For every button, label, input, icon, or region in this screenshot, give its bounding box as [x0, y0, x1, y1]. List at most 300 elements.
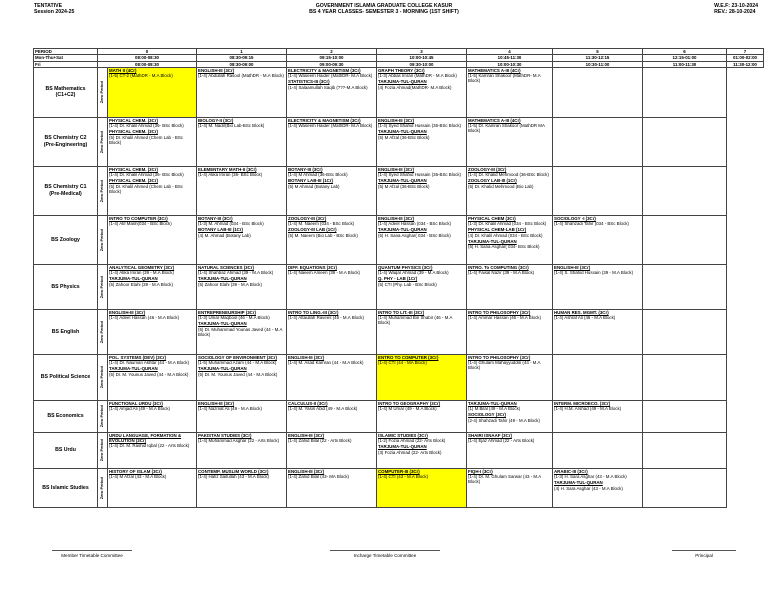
course-title: ENTREPRENEURSHIP (3Cr): [198, 309, 256, 315]
course-title: ENGLISH-III (3Cr): [288, 432, 325, 438]
period-header-cell: 1: [197, 49, 287, 55]
period-header-cell: 3: [377, 49, 467, 55]
header-left-line: Session 2024-25: [34, 9, 75, 16]
course-entry: [378, 227, 465, 238]
course-title: TARJUMA-TUL-QURAN: [378, 444, 427, 450]
zero-period-cell: [98, 354, 108, 400]
slot-cell: [643, 354, 727, 400]
course-teacher-room: (5) Dr. Khalid Mehmood (Bio Lab): [468, 183, 534, 189]
course-entry: [288, 167, 375, 178]
course-teacher-room: (1-4) Waseem Haider (MathDR- M.A Block): [288, 73, 373, 79]
course-entry: [554, 480, 641, 491]
course-title: INTRO TO LIT.-III (3Cr): [378, 309, 425, 315]
course-teacher-room: (1-4) M Umar (49 - M.A Block): [378, 406, 437, 412]
course-teacher-room: (1-4) Shahzadi Tahir (034 - BSc Block): [554, 221, 629, 227]
slot-cell: [553, 215, 643, 264]
zero-period-cell: [98, 166, 108, 215]
course-entry: [288, 79, 375, 90]
class-name: BS Political Science: [34, 354, 98, 400]
signature-member: Member Timetable Committee: [52, 550, 132, 558]
course-entry: [378, 68, 465, 79]
course-title: ZOOLOGY-III LAB (1Cr): [288, 227, 337, 233]
course-title: TARJUMA-TUL-QURAN: [198, 276, 247, 282]
slot-cell: [467, 400, 553, 432]
course-entry: [109, 433, 195, 449]
course-title: ZOOLOGY LAB-III (1Cr): [468, 178, 517, 184]
course-entry: [554, 216, 641, 227]
zero-period-label: Zero Period: [99, 228, 104, 251]
course-teacher-room: (1-4) Attaullah Ravees (46 - M.A Block): [288, 315, 364, 321]
course-entry: [109, 310, 195, 321]
course-entry: [554, 401, 641, 412]
course-entry: [198, 366, 285, 377]
slot-cell: [108, 400, 197, 432]
course-teacher-room: (1-4) Waseem Haider (MathDR- M.A Block): [288, 123, 373, 129]
slot-cell: [197, 432, 287, 468]
slot-cell: [553, 67, 643, 117]
course-entry: [468, 239, 551, 250]
course-teacher-room: (1-3) M. Ahmad (034 - BSc Block): [198, 221, 264, 227]
course-title: HISTORY OF ISLAM (3Cr): [109, 468, 162, 474]
slot-cell: [643, 264, 727, 309]
slot-cell: [108, 166, 197, 215]
course-title: SHAIRI ISNAAF (3Cr): [468, 432, 512, 438]
course-title: INTRO TO PHILOSOPHY (3Cr): [468, 354, 531, 360]
course-teacher-room: (3) Fozia Ahmad (22- Arts Block): [378, 449, 442, 455]
period-header-cell: 11:30-12:00: [727, 61, 764, 67]
slot-cell: [108, 215, 197, 264]
course-title: TARJUMA-TUL-QURAN: [378, 129, 427, 135]
course-teacher-room: (1-4) M. Yasin Abid (49 - M.A Block): [288, 406, 358, 412]
course-entry: [554, 310, 641, 321]
course-entry: [198, 118, 285, 129]
class-name: BS Economics: [34, 400, 98, 432]
course-entry: [288, 401, 375, 412]
period-header-cell: 12:15-01:00: [643, 55, 727, 61]
course-entry: [468, 265, 551, 276]
course-title: ENGLISH-III (3Cr): [198, 400, 235, 406]
course-entry: [468, 469, 551, 485]
course-entry: [288, 216, 375, 227]
course-entry: [288, 310, 375, 321]
course-title: STATISTICS-III (3Cr): [288, 79, 330, 85]
slot-cell: [108, 309, 197, 354]
course-teacher-room: (5) CTI (Phy. Lab - BSc Block): [378, 281, 437, 287]
course-entry: [378, 79, 465, 90]
header-center: [0, 3, 768, 15]
slot-cell: [287, 264, 377, 309]
course-teacher-room: (5) M. Naeem (Bio Lab - BSc Block): [288, 232, 358, 238]
course-entry: [468, 68, 551, 84]
slot-cell: [553, 432, 643, 468]
period-header-cell: 09:15-10:00: [287, 55, 377, 61]
header-right: [714, 3, 758, 15]
slot-cell: [108, 354, 197, 400]
course-teacher-room: (1-4) Atika Imran (39 - M.A Block): [109, 270, 174, 276]
course-title: FUNCTIONAL URDU (3Cr): [109, 400, 163, 406]
slot-cell: [287, 215, 377, 264]
course-entry: [378, 216, 465, 227]
course-entry: [288, 355, 375, 366]
course-title: ENTRO TO COMPUTER (3Cr): [378, 354, 439, 360]
signature-incharge: Incharge Timetable Committee: [330, 550, 440, 558]
course-entry: [109, 276, 195, 287]
slot-cell: [467, 354, 553, 400]
course-title: URDU LANGUAGE, FORMATION & EVOLUTION (3Cr): [109, 432, 182, 444]
class-name: BS Urdu: [34, 432, 98, 468]
course-title: TARJUMA-TUL-QURAN: [109, 276, 158, 282]
slot-cell: [377, 215, 467, 264]
class-row: [34, 67, 764, 117]
course-title: ZOOLOGY-III (3Cr): [468, 166, 507, 172]
course-entry: [378, 469, 465, 480]
course-entry: [468, 216, 551, 227]
course-teacher-room: (1-3) Abbas Imran (MathDR - M.A Block): [378, 73, 457, 79]
class-name: BS Islamic Studies: [34, 468, 98, 507]
class-name: BS Physics: [34, 264, 98, 309]
course-entry: [198, 276, 285, 287]
course-teacher-room: (4) H. Sara Asghar (43 - M.A Block): [554, 485, 623, 491]
revision-date: REV.: 28-10-2024: [714, 9, 756, 16]
course-teacher-room: (4) M. Ahmad (Botany Lab): [198, 232, 251, 238]
zero-period-label: Zero Period: [99, 366, 104, 389]
course-teacher-room: (1-4) Faisal Nazir (39 - M.A Block): [468, 270, 535, 276]
slot-cell: [467, 432, 553, 468]
course-entry: [378, 433, 465, 444]
course-teacher-room: (1-2) Fozia Ahmad (22- Arts Block): [378, 438, 446, 444]
course-teacher-room: (1-4) Dr. M. Rashid Iqbal (22 - Arts Block): [109, 443, 190, 449]
course-title: INTRO TO LING.-III (3Cr): [288, 309, 339, 315]
course-teacher-room: (1-4) M Ahmad (36-BSc Block): [288, 172, 348, 178]
zero-period-label: Zero Period: [99, 405, 104, 428]
effective-date: W.E.F: 23-10-2024: [714, 3, 758, 9]
slot-cell: [197, 309, 287, 354]
period-header-cell: 4: [467, 49, 553, 55]
course-title: SOCIOLOGY -I (3Cr): [554, 215, 596, 221]
course-title: BOTANY LAB-III (1Cr): [288, 178, 333, 184]
course-teacher-room: (1-4) Muhammad Asghar (22 - Arts Block): [198, 438, 280, 444]
course-teacher-room: (5) Dr. M. Younus Javed (44 - M.A Block): [109, 371, 189, 377]
zero-period-label: Zero Period: [99, 275, 104, 298]
class-name: BS Chemistry C1 (Pre-Medical): [34, 166, 98, 215]
course-teacher-room: (1-5) Kamran Shakoor (MathDR- M.A Block): [468, 73, 541, 84]
zero-period-label: Zero Period: [99, 439, 104, 462]
class-name: BS Chemistry C2 (Pre-Engineering): [34, 117, 98, 166]
period-header-cell: 6: [643, 49, 727, 55]
slot-cell: [553, 309, 643, 354]
slot-cell: [287, 309, 377, 354]
course-title: ENGLISH-III (3Cr): [378, 215, 415, 221]
period-header-cell: 10:00-10:30: [467, 61, 553, 67]
slot-cell: [197, 264, 287, 309]
course-teacher-room: (1-4) Dr. Khalil Ahmad (36- BSc Block): [109, 172, 184, 178]
slot-cell: [377, 468, 467, 507]
period-header-cell: 08:30-09:15: [197, 55, 287, 61]
course-entry: [468, 355, 551, 371]
zero-period-label: Zero Period: [99, 320, 104, 343]
course-title: FIQH-I (3Cr): [468, 468, 493, 474]
course-teacher-room: (1-5) Dr. Kamran Shakoor (MathDR MA Block): [468, 123, 545, 134]
course-title: GRAPH THEORY (3Cr): [378, 67, 425, 73]
course-entry: [288, 265, 375, 276]
slot-cell: [287, 166, 377, 215]
course-title: MATHEMATICS A-III (4Cr): [468, 67, 521, 73]
course-entry: [198, 216, 285, 227]
course-entry: [288, 469, 375, 480]
slot-cell: [643, 215, 727, 264]
course-teacher-room: (1-4) Ejaz Ahmad (22 - Arts Block): [468, 438, 535, 444]
class-row: [34, 166, 764, 215]
slot-cell: [377, 354, 467, 400]
slot-cell: [553, 468, 643, 507]
slot-cell: [643, 67, 727, 117]
timetable: [33, 48, 764, 508]
course-teacher-room: (5) Dr. Khalil Ahmed (Chem Lab - BSc Block): [109, 183, 183, 195]
course-teacher-room: (1-4) Hafiz Saifullah (43 - M.A Block): [198, 474, 270, 480]
slot-cell: [197, 166, 287, 215]
slot-cell: [643, 309, 727, 354]
course-entry: [468, 227, 551, 238]
course-title: BOTANY-III (3Cr): [288, 166, 323, 172]
course-entry: [109, 401, 195, 412]
class-row: [34, 117, 764, 166]
course-teacher-room: (5) M Afzal (36-BSc Block): [378, 134, 430, 140]
slot-cell: [467, 215, 553, 264]
course-title: ENGLISH-III (3Cr): [288, 468, 325, 474]
zero-period-label: Zero Period: [99, 130, 104, 153]
header-left-line: TENTATIVE: [34, 3, 63, 9]
period-header-cell: 10:45-11:30: [467, 55, 553, 61]
course-entry: [554, 469, 641, 480]
course-entry: [468, 178, 551, 189]
course-teacher-room: (5) Zahoor Elahi (39 - M.A Block): [109, 281, 173, 287]
slot-cell: [287, 354, 377, 400]
course-entry: [109, 355, 195, 366]
period-header-cell: 11:30-12:15: [553, 55, 643, 61]
course-entry: [378, 276, 465, 287]
course-title: BOTANY LAB-III (1Cr): [198, 227, 243, 233]
class-row: [34, 468, 764, 507]
slot-cell: [287, 117, 377, 166]
course-title: TARJUMA-TUL-QURAN: [198, 366, 247, 372]
course-entry: [378, 178, 465, 189]
course-teacher-room: (1-4) Adeel Hassan (46 - M.A Block): [109, 315, 180, 321]
course-title: PHYSICAL CHEM. (3Cr): [109, 117, 158, 123]
course-teacher-room: (1-4) M. Naeem (034 - BSc Block): [288, 221, 355, 227]
course-teacher-room: (1-5) CT-2 (MathDR - M.A Block): [109, 73, 173, 79]
course-entry: [198, 227, 285, 238]
class-row: [34, 264, 764, 309]
course-title: TARJUMA-TUL-QURAN: [468, 239, 517, 245]
program-title: BS 4 YEAR CLASSES- SEMESTER 3 - MORNING (1ST SHIFT): [309, 9, 459, 16]
course-teacher-room: (1-4) Zahid Bilal (22 - Arts Block): [288, 438, 352, 444]
slot-cell: [377, 400, 467, 432]
course-title: PHYSICAL CHEM. (3Cr): [109, 166, 158, 172]
course-entry: [198, 401, 285, 412]
slot-cell: [643, 166, 727, 215]
slot-cell: [287, 67, 377, 117]
class-row: [34, 400, 764, 432]
class-name: BS Zoology: [34, 215, 98, 264]
period-header-cell: 09:00-09:30: [287, 61, 377, 67]
zero-period-cell: [98, 309, 108, 354]
course-teacher-room: (1-4) CTI (44 - MA Block): [378, 360, 427, 366]
course-teacher-room: (5) M Ahmad (Botany Lab): [288, 183, 340, 189]
slot-cell: [643, 468, 727, 507]
course-title: NATURAL SCIENCES (3Cr): [198, 264, 254, 270]
course-title: CALCULUS-II (3Cr): [288, 400, 328, 406]
slot-cell: [467, 166, 553, 215]
course-title: COMPUTER-III (3Cr): [378, 468, 420, 474]
slot-cell: [377, 309, 467, 354]
course-entry: [288, 118, 375, 129]
period-header-cell: 10:30-11:00: [553, 61, 643, 67]
course-title: Q. PHY - LAB (1Cr): [378, 276, 418, 282]
course-teacher-room: (1-4) Dr. Nauman Akhtar (44 - M.A Block): [109, 360, 190, 366]
course-entry: [198, 321, 285, 337]
period-header-label: PERIOD: [34, 49, 98, 55]
course-title: POL. SYSTEMS (DEV) (3Cr): [109, 354, 167, 360]
slot-cell: [643, 400, 727, 432]
period-header-cell: 01:00-02:00: [727, 55, 764, 61]
zero-period-cell: [98, 117, 108, 166]
slot-cell: [467, 67, 553, 117]
course-title: PHYSICAL CHEM. (3Cr): [109, 129, 158, 135]
course-entry: [468, 167, 551, 178]
period-header-cell: 11:00-11:30: [643, 61, 727, 67]
course-entry: [109, 366, 195, 377]
course-entry: [109, 265, 195, 276]
period-header-cell: 08:00-08:30: [98, 61, 197, 67]
slot-cell: [108, 468, 197, 507]
course-teacher-room: (5) Zahoor Elahi (39 - M.A Block): [198, 281, 262, 287]
course-teacher-room: (1-4) Atika Imran (36- BSc Block): [198, 172, 263, 178]
course-title: INTERM. MICROECO. (3Cr): [554, 400, 611, 406]
course-title: ELEMENTARY MATH-II (3Cr): [198, 166, 257, 172]
signature-principal: Principal: [672, 550, 736, 558]
course-teacher-room: (5) M Afzal (36-BSc Block): [378, 183, 430, 189]
class-name: BS Mathematics (C1+C2): [34, 67, 98, 117]
slot-cell: [197, 468, 287, 507]
slot-cell: [553, 354, 643, 400]
course-title: TARJUMA-TUL-QURAN: [468, 400, 517, 406]
period-header-cell: 0: [98, 49, 197, 55]
course-entry: [198, 265, 285, 276]
course-title: INTRO TO GEOGRAPHY (3Cr): [378, 400, 441, 406]
course-teacher-room: (1-3) Umar Maqbool (46 - M.A Block): [198, 315, 270, 321]
course-entry: [109, 129, 195, 145]
course-title: INTRO. To COMPUTING (3Cr): [468, 264, 529, 270]
course-title: MATH II (4Cr): [109, 67, 137, 73]
course-entry: [288, 227, 375, 238]
course-title: CONTEMP. MUSLIM WORLD (3Cr): [198, 468, 269, 474]
course-title: ELECTRICITY & MAGNETISM (3Cr): [288, 117, 361, 123]
course-teacher-room: (5) H. Sana Asghar( 034 - BSc Block): [378, 232, 451, 238]
course-teacher-room: (1-4) Ammar Hassan (46 - M.A Block): [468, 315, 541, 321]
course-entry: [378, 265, 465, 276]
course-title: PAKISTAN STUDIES (3Cr): [198, 432, 252, 438]
course-title: ENGLISH-III (3Cr): [378, 117, 415, 123]
course-teacher-room: (1-4) Ashraf Ali (46 - M.A Block): [554, 315, 616, 321]
course-entry: [109, 178, 195, 194]
slot-cell: [553, 117, 643, 166]
course-teacher-room: (1-4) H.M. Arshad (49 - M.A Block): [554, 406, 622, 412]
course-teacher-room: (1-4) Syed Shahid Hussain (36-BSc Block): [378, 172, 461, 178]
slot-cell: [377, 117, 467, 166]
course-title: TARJUMA-TUL-QURAN: [378, 227, 427, 233]
slot-cell: [197, 215, 287, 264]
course-teacher-room: (1) M.Bilal (49 - M.A Block): [468, 406, 521, 412]
course-teacher-room: (1-4) Dr. Khalid Mehmood (36-BSc Block): [468, 172, 549, 178]
class-name: BS English: [34, 309, 98, 354]
course-title: TARJUMA-TUL-QURAN: [109, 366, 158, 372]
slot-cell: [467, 468, 553, 507]
slot-cell: [377, 166, 467, 215]
course-entry: [378, 310, 465, 326]
period-header-cell: 2: [287, 49, 377, 55]
course-teacher-room: (1-4) Zahid Bilal (43- MA Block): [288, 474, 350, 480]
slot-cell: [467, 264, 553, 309]
course-teacher-room: (1-5) Muhammad Azam (44 - M.A Block): [198, 360, 277, 366]
zero-period-cell: [98, 400, 108, 432]
zero-period-cell: [98, 264, 108, 309]
period-header-cell: 09:30-10:00: [377, 61, 467, 67]
course-teacher-room: (1-4) Shahbaz Ahmad (39 - M.A Block): [198, 270, 274, 276]
course-title: QUANTUM PHYSICS (3Cr): [378, 264, 433, 270]
course-teacher-room: (1-4) Ghulam Mahayyuddin (44 - M.A Block): [468, 360, 541, 371]
course-teacher-room: (2-4) Shahzadi Tahir (49 - M.A Block): [468, 417, 540, 423]
course-teacher-room: (1-4) Adeel Hassan (034 - BSc Block): [378, 221, 451, 227]
slot-cell: [553, 400, 643, 432]
course-title: PHYSICAL CHEM (3Cr): [468, 215, 516, 221]
course-title: MATHEMATICS A-III (4Cr): [468, 117, 521, 123]
course-teacher-room: (4) Dr. Khalil Ahmad (034 - BSc Block): [468, 232, 543, 238]
slot-cell: [377, 67, 467, 117]
course-title: ENGLISH-III (3Cr): [288, 354, 325, 360]
course-teacher-room: (5) Dr. Muhammad Younas Javed (44 - M.A Block): [198, 326, 283, 338]
course-entry: [198, 469, 285, 480]
slot-cell: [108, 432, 197, 468]
course-title: DIFF. EQUATIONS (3Cr): [288, 264, 337, 270]
course-title: ANALYTICAL GEOMETRY (3Cr): [109, 264, 175, 270]
course-title: ARABIC-III (3Cr): [554, 468, 588, 474]
period-header-label: Mon-Thu+Sat: [34, 55, 98, 61]
course-title: BIOLOGY-II (3Cr): [198, 117, 234, 123]
course-entry: [288, 178, 375, 189]
zero-period-cell: [98, 215, 108, 264]
slot-cell: [377, 432, 467, 468]
course-title: PHYSICAL CHEM-LAB (1Cr): [468, 227, 527, 233]
course-teacher-room: (1-4) S. Shahid Hussain (39 - M.A Block): [554, 270, 634, 276]
zero-period-label: Zero Period: [99, 476, 104, 499]
course-title: TARJUMA-TUL-QURAN: [378, 178, 427, 184]
course-title: TARJUMA-TUL-QURAN: [198, 321, 247, 327]
zero-period-cell: [98, 67, 108, 117]
course-teacher-room: (5) H. Sana Asghar( 034- BSc Block): [468, 244, 540, 250]
course-entry: [378, 355, 465, 366]
slot-cell: [108, 117, 197, 166]
course-teacher-room: (1-4) Dr. M. Ghulam Sarwar (43 - M.A Block): [468, 474, 541, 485]
course-teacher-room: (1-4) Abdullah Rasool (MathDR - M.A Block): [198, 73, 284, 79]
course-title: ENGLISH-III (3Cr): [198, 67, 235, 73]
course-teacher-room: (1-4) M. Nadir(Bio Lab-BSc Block): [198, 123, 265, 129]
course-title: SOCIOLOGY (3Cr): [468, 412, 506, 418]
course-teacher-room: (1-4) M. Asad Kamran (44 - M.A Block): [288, 360, 364, 366]
course-teacher-room: (1-4) Muhammad Bin Shabir (46 - M.A Block): [378, 315, 453, 326]
slot-cell: [643, 117, 727, 166]
course-entry: [198, 355, 285, 366]
course-teacher-room: (1-4) Dr. Khalil Ahmad (36- BSc Block): [109, 123, 184, 129]
